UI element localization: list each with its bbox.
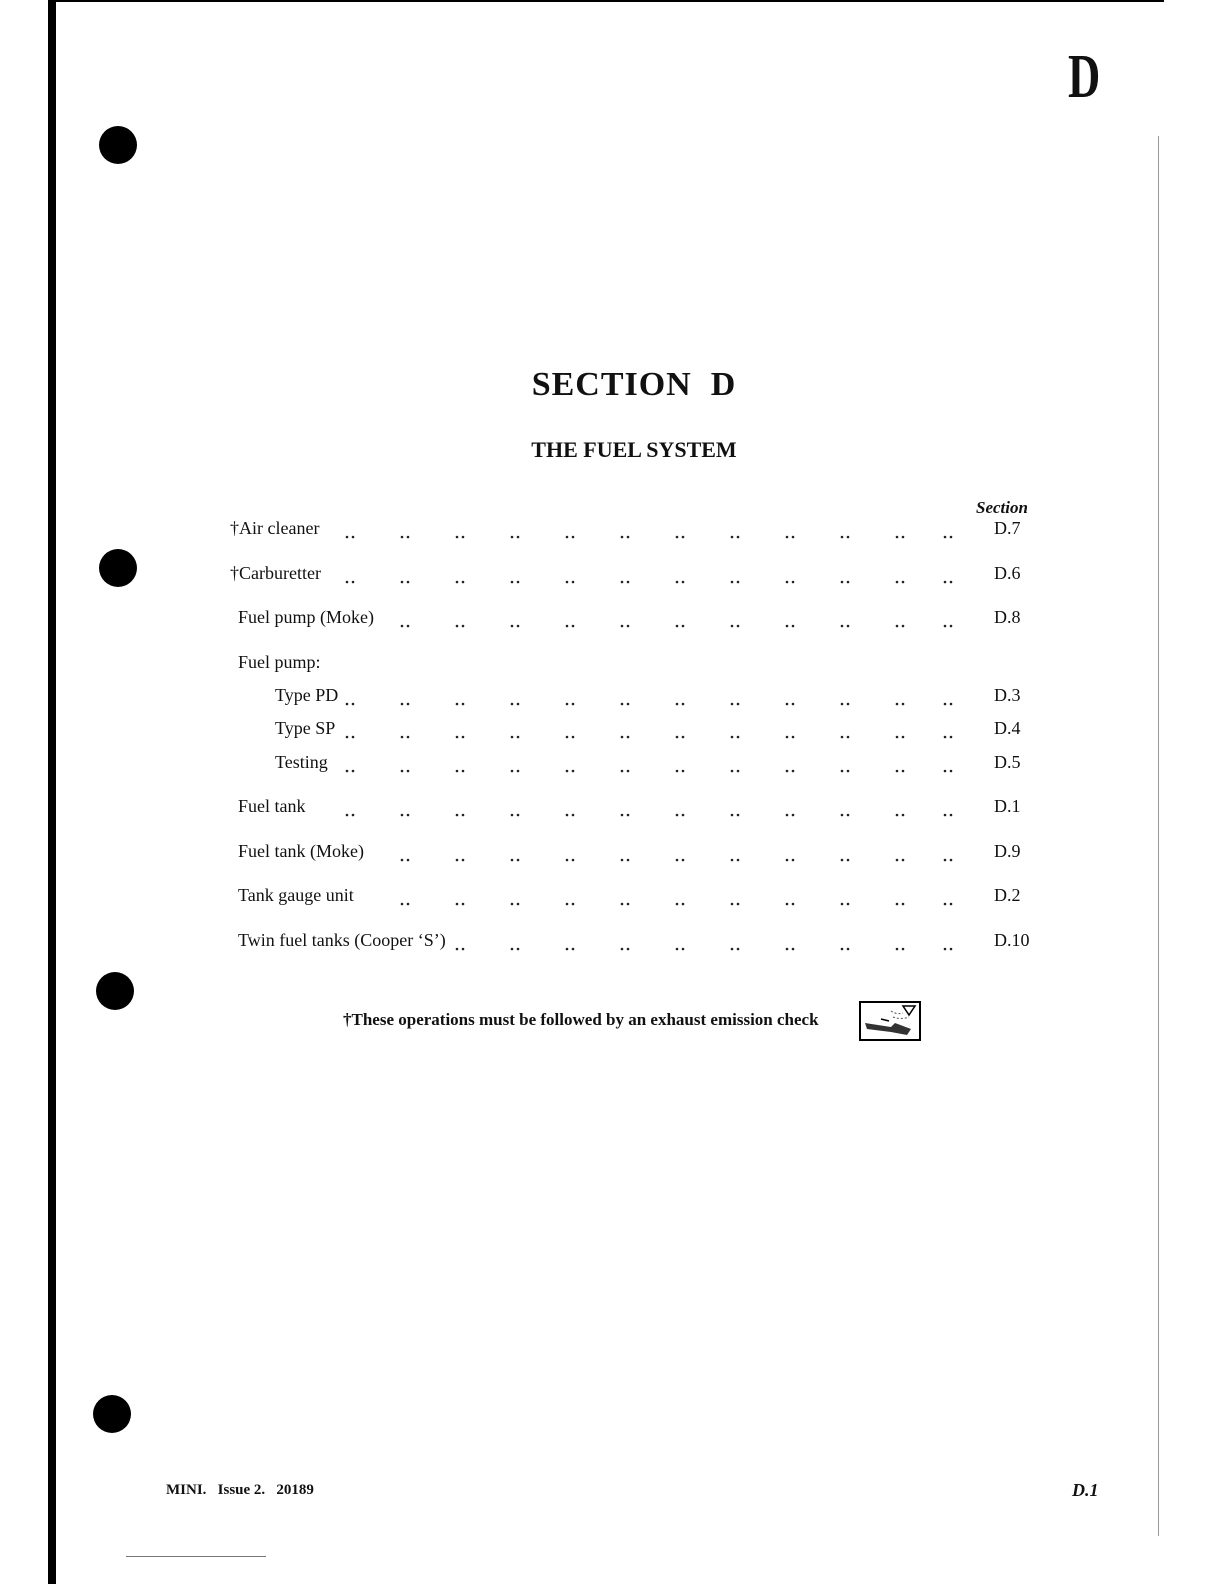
dot-leader: [0, 796, 1224, 824]
contents-label: †Carburetter: [230, 563, 321, 583]
contents-label: †Air cleaner: [230, 518, 320, 538]
contents-label: Type PD: [275, 685, 339, 705]
contents-ref: D.1: [994, 796, 1021, 816]
contents-ref: D.10: [994, 930, 1030, 950]
page-right-rule: [1158, 136, 1159, 1536]
contents-row: [0, 685, 1224, 713]
contents-ref: D.5: [994, 752, 1021, 772]
dot-leader: [0, 607, 1224, 635]
contents-row: [0, 563, 1224, 591]
contents-ref: D.6: [994, 563, 1021, 583]
page-number: D.1: [1072, 1480, 1099, 1500]
contents-label: Fuel pump (Moke): [238, 607, 374, 627]
contents-ref: D.3: [994, 685, 1021, 705]
contents-label: Fuel pump:: [238, 652, 321, 672]
dot-leader: [0, 841, 1224, 869]
contents-row: [0, 796, 1224, 824]
contents-row: [0, 752, 1224, 780]
contents-ref: D.2: [994, 885, 1021, 905]
footer-issue: MINI. Issue 2. 20189: [166, 1482, 314, 1498]
dot-leader: [0, 518, 1224, 546]
contents-label: Tank gauge unit: [238, 885, 354, 905]
contents-row: [0, 518, 1224, 546]
contents-row: [0, 841, 1224, 869]
contents-row: [0, 607, 1224, 635]
footnote: †These operations must be followed by an exhaust emission check: [343, 1010, 819, 1029]
dot-leader: [0, 752, 1224, 780]
dot-leader: [0, 563, 1224, 591]
scan-mark: [126, 1556, 266, 1557]
contents-label: Fuel tank (Moke): [238, 841, 364, 861]
column-heading: Section: [976, 498, 1028, 517]
contents-ref: D.9: [994, 841, 1021, 861]
dot-leader: [0, 685, 1224, 713]
contents-ref: D.4: [994, 718, 1021, 738]
dot-leader: [0, 930, 1224, 958]
contents-label: Testing: [275, 752, 328, 772]
page-title: SECTION D: [531, 366, 737, 403]
contents-row: [0, 885, 1224, 913]
contents-label: Fuel tank: [238, 796, 306, 816]
dot-leader: [0, 718, 1224, 746]
contents-label: Type SP: [275, 718, 336, 738]
punch-hole: [99, 126, 137, 164]
contents-row: [0, 652, 1224, 680]
punch-hole: [96, 972, 134, 1010]
page-left-edge: [48, 0, 56, 1584]
contents-label: Twin fuel tanks (Cooper ‘S’): [238, 930, 446, 950]
dot-leader: [0, 885, 1224, 913]
page-subtitle: THE FUEL SYSTEM: [531, 437, 737, 462]
contents-row: [0, 718, 1224, 746]
punch-hole: [93, 1395, 131, 1433]
exhaust-emission-check-icon: [859, 1001, 921, 1041]
contents-ref: D.7: [994, 518, 1021, 538]
contents-row: [0, 930, 1224, 958]
contents-ref: D.8: [994, 607, 1021, 627]
page-top-edge: [48, 0, 1164, 2]
section-letter: D: [1068, 43, 1101, 111]
